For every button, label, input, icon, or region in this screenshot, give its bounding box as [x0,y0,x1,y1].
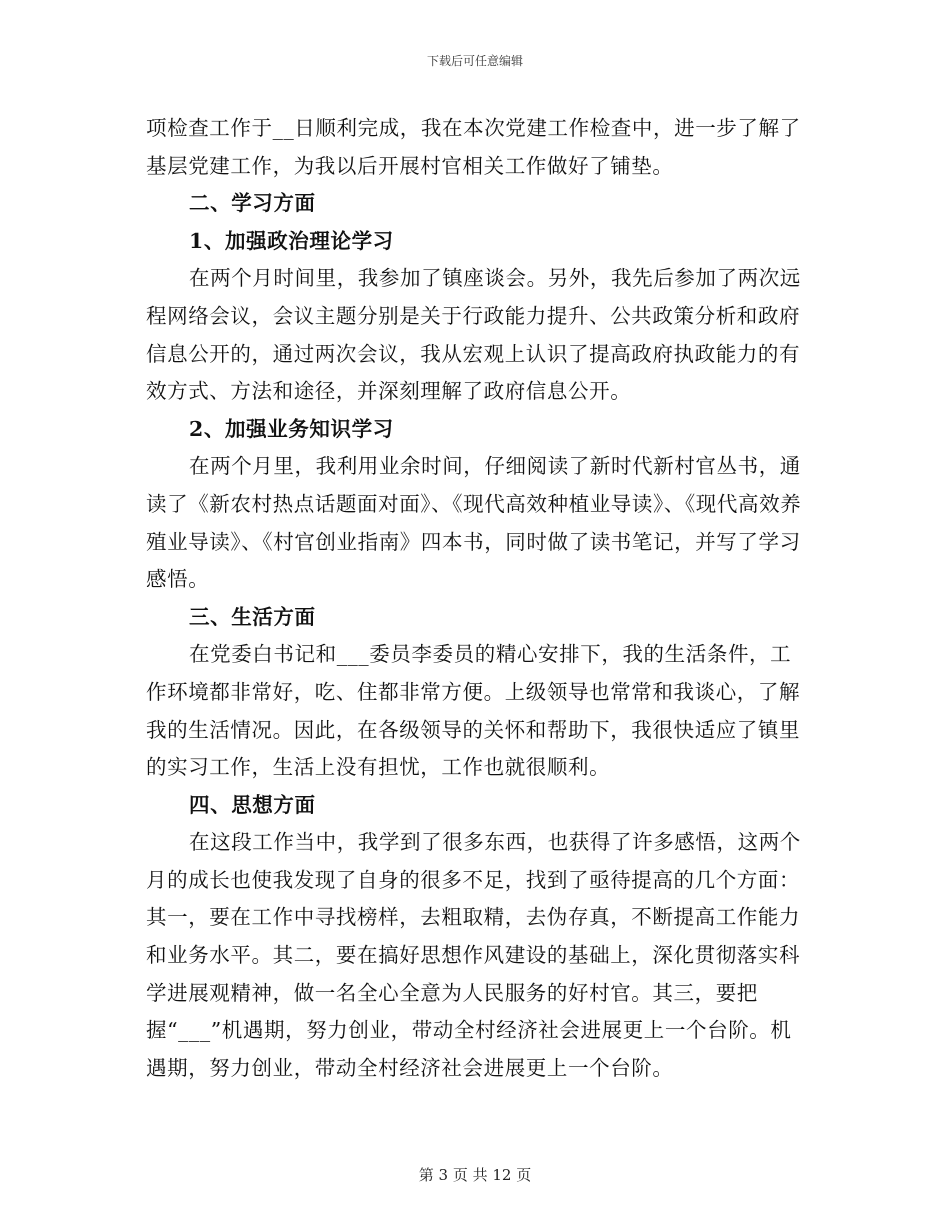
intro-paragraph: 项检查工作于__日顺利完成，我在本次党建工作检查中，进一步了解了基层党建工作，为我以后开展村官相关工作做好了铺垫。 [146,116,801,178]
page-number: 第 3 页 共 12 页 [418,1166,532,1184]
life-paragraph: 在党委白书记和___委员李委员的精心安排下，我的生活条件，工作环境都非常好，吃、住都非常方便。上级领导也常常和我谈心，了解我的生活情况。因此，在各级领导的关怀和帮助下，我很快适应了镇里的实习工作，生活上没有担忧，工作也就很顺利。 [146,642,801,780]
section-life-heading: 三、生活方面 [189,604,316,629]
document-body [146,110,810,1087]
section-thought-heading: 四、思想方面 [189,792,316,817]
politics-paragraph: 在两个月时间里，我参加了镇座谈会。另外，我先后参加了两次远程网络会议，会议主题分别是关于行政能力提升、公共政策分析和政府信息公开的，通过两次会议，我从宏观上认识了提高政府执政能力的有效方式、方法和途径，并深刻理解了政府信息公开。 [146,266,801,404]
section-study-heading: 二、学习方面 [189,191,316,216]
business-paragraph: 在两个月里，我利用业余时间，仔细阅读了新时代新村官丛书，通读了《新农村热点话题面对面》、《现代高效种植业导读》、《现代高效养殖业导读》、《村官创业指南》四本书，同时做了读书笔记，并写了学习感悟。 [146,454,802,592]
subsection-business-heading: 2、加强业务知识学习 [189,416,394,441]
thought-paragraph: 在这段工作当中，我学到了很多东西，也获得了许多感悟，这两个月的成长也使我发现了自身的很多不足，找到了亟待提高的几个方面：其一，要在工作中寻找榜样，去粗取精，去伪存真，不断提高工作能力和业务水平。其二，要在搞好思想作风建设的基础上，深化贯彻落实科学进展观精神，做一名全心全意为人民服务的好村官。其三，要把握“___”机遇期，努力创业，带动全村经济社会进展更上一个台阶。机遇期，努力创业，带动全村经济社会进展更上一个台阶。 [146,830,801,1080]
subsection-politics-heading: 1、加强政治理论学习 [189,228,394,253]
page-header: 下载后可任意编辑 [426,54,523,68]
